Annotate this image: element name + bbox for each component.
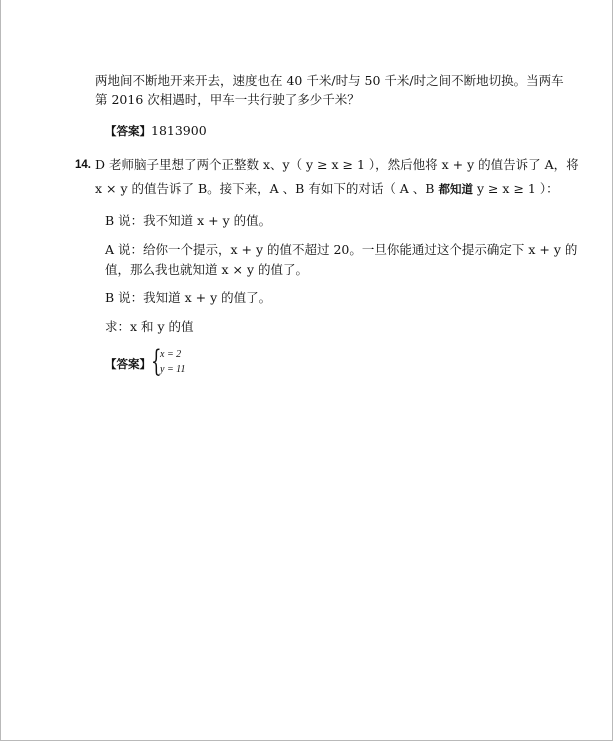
emphasis-text: 都知道 xyxy=(438,182,473,196)
problem-13-text-line-2: 第 2016 次相遇时，甲车一共行驶了多少千米？ xyxy=(95,92,360,107)
dialog-a-line-1: A 说：给你一个提示，x + y 的值不超过 20。一旦你能通过这个提示确定下 x + y 的 xyxy=(105,242,578,257)
left-brace-icon: { xyxy=(151,344,162,379)
problem-14-text-line-2: x × y 的值告诉了 B。接下来，A 、B 有如下的对话（ A 、B 都知道 y ≥ x ≥ 1 ）： xyxy=(95,181,559,196)
problem-13-answer xyxy=(105,123,207,139)
problem-13-text-line-1: 两地间不断地开来开去，速度也在 40 千米/时与 50 千米/时之间不断地切换。当两车 xyxy=(95,73,564,88)
dialog-b-1: B 说：我不知道 x + y 的值。 xyxy=(105,213,272,228)
dialog-b-2: B 说：我知道 x + y 的值了。 xyxy=(105,290,272,305)
question-ask: 求：x 和 y 的值 xyxy=(105,319,194,334)
equation-y: y = 11 xyxy=(160,364,186,375)
answer-value: 1813900 xyxy=(151,123,207,138)
answer-label: 【答案】 xyxy=(105,124,151,138)
dialog-a-line-2: 值，那么我也就知道 x × y 的值了。 xyxy=(105,262,308,277)
problem-14-answer-label: 【答案】 xyxy=(105,357,151,371)
equation-system xyxy=(151,344,211,380)
problem-14-text-line-1: D 老师脑子里想了两个正整数 x、y（ y ≥ x ≥ 1 ），然后他将 x + y 的值告诉了 A，将 xyxy=(95,157,579,172)
equation-x: x = 2 xyxy=(160,349,182,360)
problem-14-number: 14. xyxy=(75,159,91,171)
